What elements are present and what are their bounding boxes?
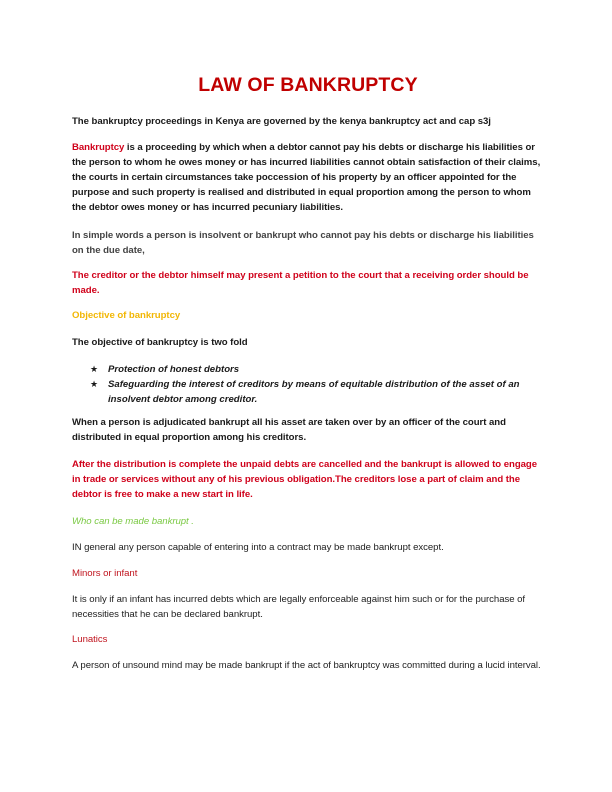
objective-text: Protection of honest debtors [108, 364, 240, 375]
objective-text: Safeguarding the interest of creditors by means of equitable distribution of the asset of an insolvent debtor among creditor. [108, 379, 520, 405]
definition-term: Bankruptcy [72, 142, 125, 153]
list-item [90, 377, 544, 407]
intro-paragraph: The bankruptcy proceedings in Kenya are governed by the kenya bankruptcy act and cap s3j [72, 116, 491, 127]
list-item [90, 362, 544, 377]
objective-intro: The objective of bankruptcy is two fold [72, 337, 248, 348]
petition-paragraph: The creditor or the debtor himself may present a petition to the court that a receiving order should be made. [72, 270, 529, 296]
who-general-paragraph: IN general any person capable of entering into a contract may be made bankrupt except. [72, 542, 444, 553]
star-bullet-icon: ★ [90, 379, 99, 389]
simple-words-paragraph: In simple words a person is insolvent or bankrupt who cannot pay his debts or discharge his liabilities on the due date, [72, 230, 534, 256]
who-heading: Who can be made bankrupt . [72, 516, 194, 527]
objectives-list [90, 362, 544, 407]
after-distribution-paragraph: After the distribution is complete the unpaid debts are cancelled and the bankrupt is allowed to engage in trade or services without any of his previous obligation.The creditors lose a part of claim and the debtor is free to make a new start in life. [72, 459, 538, 500]
page-title: LAW OF BANKRUPTCY [198, 74, 418, 96]
lunatics-paragraph: A person of unsound mind may be made bankrupt if the act of bankruptcy was committed during a lucid interval. [72, 660, 541, 671]
adjudicated-paragraph: When a person is adjudicated bankrupt all his asset are taken over by an officer of the court and distributed in equal proportion among his creditors. [72, 417, 506, 443]
minors-paragraph: It is only if an infant has incurred debts which are legally enforceable against him such or for the purchase of necessities that he can be declared bankrupt. [72, 594, 526, 620]
definition-text: is a proceeding by which when a debtor cannot pay his debts or discharge his liabilities or the person to whom he owes money or has incurred liabilities cannot obtain satisfaction of their claims, the courts in certain circumstances take poccession of his property by an officer appointed for the purpose and such property is realised and distributed in equal proportion among the person to whom the debtor owes money or has incurred pecuniary liabilities. [72, 142, 541, 213]
star-bullet-icon: ★ [90, 364, 99, 374]
objective-heading: Objective of bankruptcy [72, 310, 181, 321]
minors-heading: Minors or infant [72, 568, 138, 579]
definition-paragraph [72, 140, 544, 215]
lunatics-heading: Lunatics [72, 634, 108, 645]
